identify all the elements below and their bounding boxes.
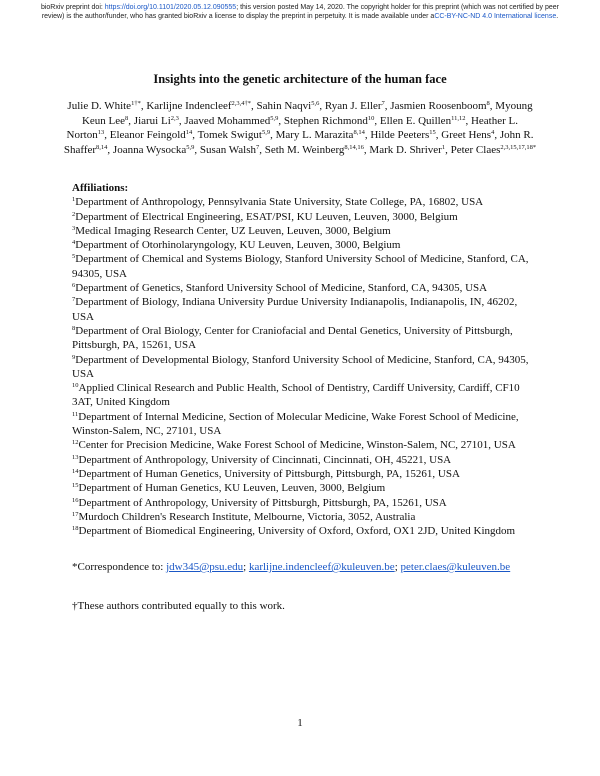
affiliation-number: 16 — [72, 496, 79, 504]
header-statement: ; this version posted May 14, 2020. The copyright holder for this preprint (which was not certified by peer review) is the author/funder, who has granted bioRxiv a license to display the preprint in perpetuity. It is made available under a — [41, 4, 560, 20]
author-affiliation-marker: 15 — [429, 129, 436, 137]
author — [441, 129, 494, 141]
author-affiliation-marker: 8,14,16 — [344, 143, 364, 151]
affiliation-item — [72, 410, 532, 439]
affiliation-item — [72, 381, 532, 410]
author-affiliation-marker: 14 — [185, 129, 193, 137]
author-affiliation-marker: 1†* — [131, 100, 141, 107]
author-affiliation-marker: 10 — [367, 114, 375, 122]
author-name: Myoung Keun Lee — [81, 100, 533, 127]
email-link[interactable]: jdw345@psu.edu — [166, 561, 244, 573]
author-affiliation-marker: 8 — [125, 114, 129, 122]
affiliation-text: Department of Anthropology, University of Pittsburgh, Pittsburgh, PA, 15261, USA — [78, 496, 447, 509]
author-name: Jasmien Roosenboom — [390, 100, 487, 112]
author-name: Jaaved Mohammed — [184, 114, 271, 127]
author — [134, 115, 179, 127]
affiliations-section — [72, 181, 532, 538]
affiliation-number: 10 — [72, 382, 79, 390]
affiliation-number: 8 — [72, 324, 76, 332]
author-affiliation-marker: 2,3 — [170, 114, 179, 122]
author-affiliation-marker: 11,12 — [451, 114, 466, 122]
preprint-header — [40, 4, 560, 21]
affiliation-number: 9 — [72, 353, 76, 361]
author — [380, 115, 466, 127]
affiliations-list — [72, 195, 532, 538]
affiliation-text: Department of Oral Biology, Center for Craniofacial and Dental Genetics, University of Pittsburgh, Pittsburgh, PA, 15261, USA — [72, 324, 513, 352]
author — [257, 100, 320, 112]
affiliation-item — [72, 481, 532, 495]
author-name: Mark D. Shriver — [369, 143, 442, 156]
affiliation-item — [72, 195, 532, 209]
author-name: Ellen E. Quillen — [379, 114, 452, 127]
header-prefix: bioRxiv preprint doi: — [40, 4, 105, 11]
author-name: John R. Shaffer — [63, 129, 534, 156]
author-affiliation-marker: 2,3,15,17,18* — [500, 143, 537, 151]
affiliation-item — [72, 438, 532, 452]
affiliation-text: Department of Biomedical Engineering, University of Oxford, Oxford, OX1 2JD, United Kingdom — [78, 525, 516, 538]
author-affiliation-marker: 5,9 — [261, 129, 271, 137]
author-name: Joanna Wysocka — [112, 143, 187, 156]
author — [451, 144, 537, 156]
email-separator: ; — [394, 561, 401, 573]
correspondence — [72, 560, 532, 574]
affiliation-number: 18 — [72, 525, 79, 533]
author-affiliation-marker: 7 — [255, 143, 260, 151]
author-affiliation-marker: 1 — [441, 143, 446, 151]
author — [325, 100, 385, 112]
author-name: Sahin Naqvi — [256, 100, 312, 112]
affiliation-text: Murdoch Children's Research Institute, Melbourne, Victoria, 3052, Australia — [78, 510, 416, 523]
affiliation-item — [72, 252, 532, 281]
affiliation-text: Department of Anthropology, Pennsylvania State University, State College, PA, 16802, USA — [75, 196, 484, 209]
affiliation-number: 17 — [72, 510, 79, 518]
affiliation-number: 13 — [72, 453, 79, 461]
affiliation-item — [72, 324, 532, 353]
author-affiliation-marker: 7 — [381, 100, 385, 107]
author — [113, 144, 195, 156]
page-number: 1 — [297, 717, 303, 729]
affiliation-text: Center for Precision Medicine, Wake Forest School of Medicine, Winston-Salem, NC, 27101, USA — [78, 439, 516, 452]
author-affiliation-marker: 5,9 — [186, 143, 195, 151]
author — [67, 100, 140, 112]
affiliation-item — [72, 238, 532, 252]
affiliation-text: Department of Internal Medicine, Section of Molecular Medicine, Wake Forest School of Medicine, Winston-Salem, NC, 27101, USA — [72, 410, 519, 438]
affiliation-item — [72, 224, 532, 238]
affiliation-text: Department of Genetics, Stanford University School of Medicine, Stanford, CA, 94305, USA — [75, 282, 488, 295]
author — [200, 144, 259, 156]
affiliation-item — [72, 295, 532, 324]
author — [276, 129, 365, 141]
author — [184, 115, 278, 127]
affiliation-text: Department of Human Genetics, KU Leuven, Leuven, 3000, Belgium — [78, 482, 386, 495]
author-affiliation-marker: 5,9 — [270, 114, 279, 122]
author-name: Eleanor Feingold — [109, 129, 186, 142]
affiliation-item — [72, 467, 532, 481]
author-name: Peter Claes — [450, 143, 501, 156]
affiliation-text: Applied Clinical Research and Public Health, School of Dentistry, Cardiff University, Cardiff, CF10 3AT, United Kingdom — [72, 382, 520, 409]
author-name: Heather L. Norton — [66, 114, 518, 142]
affiliation-item — [72, 496, 532, 510]
author-name: Julie D. White — [67, 100, 132, 112]
author-name: Hilde Peeters — [370, 129, 430, 142]
affiliation-number: 2 — [72, 210, 76, 218]
email-link[interactable]: peter.claes@kuleuven.be — [400, 561, 511, 573]
email-link[interactable]: karlijne.indencleef@kuleuven.be — [248, 561, 395, 573]
author-name: Susan Walsh — [199, 143, 256, 156]
email-separator: ; — [243, 561, 249, 573]
author-affiliation-marker: 5,6 — [311, 100, 320, 107]
affiliation-number: 1 — [72, 196, 76, 204]
author — [198, 129, 270, 141]
author-name: Ryan J. Eller — [324, 100, 382, 112]
affiliation-item — [72, 510, 532, 524]
author-name: Mary L. Marazita — [275, 129, 354, 142]
affiliation-number: 14 — [72, 467, 79, 475]
affiliations-heading: Affiliations: — [72, 182, 129, 194]
author-affiliation-marker: 4 — [491, 129, 495, 137]
author — [284, 115, 375, 127]
affiliation-item — [72, 453, 532, 467]
affiliation-number: 6 — [72, 282, 76, 290]
author — [390, 100, 490, 112]
author — [110, 129, 193, 141]
affiliation-number: 3 — [72, 224, 76, 232]
affiliation-number: 5 — [72, 253, 76, 261]
affiliation-number: 11 — [72, 410, 79, 418]
affiliation-item — [72, 353, 532, 382]
affiliation-item — [72, 210, 532, 224]
header-statement-end: . — [556, 12, 559, 20]
author-list: Julie D. White$^{1\dagger*}$, Karlijne Indencleef$^{2,3,4\dagger*}$, Sahin Naqvi$^{5,6}$, Ryan J. Eller$^7$, Jasmien Roosenboom$^8$, Myoung Keun Lee$^8$, Jiarui Li$^{2,3}$, Jaaved Mohammed$^{5,9}$, Stephen Richmond$^{10}$, Ellen E. Quillen$^{11,12}$, Heather L. Norton$^{13}$, Eleanor Feingold$^{14}$, Tomek Swigut$^{5,9}$, Mary L. Marazita$^{8,14}$, Hilde Peeters$^{15}$, Greet Hens$^4$, John R. Shaffer$^{8,14}$, Joanna Wysocka$^{5,9}$, Susan Walsh$^7$, Seth M. Weinberg$^{8,14,16}$, Mark D. Shriver$^1$, Peter Claes$^{2,3,15,17,18*}$ — [63, 100, 537, 156]
author — [370, 129, 435, 141]
author-name: Stephen Richmond — [283, 114, 368, 127]
author-affiliation-marker: 8,14 — [96, 143, 108, 151]
correspondence-label: *Correspondence to: — [72, 561, 167, 573]
affiliation-text: Department of Otorhinolaryngology, KU Leuven, Leuven, 3000, Belgium — [75, 239, 401, 252]
author — [146, 100, 251, 112]
equal-contribution-note: †These authors contributed equally to this work. — [72, 600, 285, 612]
doi-link[interactable]: https://doi.org/10.1101/2020.05.12.090555 — [104, 4, 237, 11]
affiliation-item — [72, 281, 532, 295]
author-affiliation-marker: 8 — [486, 100, 490, 107]
affiliation-item — [72, 524, 532, 538]
author — [265, 144, 364, 156]
affiliation-number: 4 — [72, 239, 76, 247]
author-name: Karlijne Indencleef — [146, 100, 232, 112]
affiliation-number: 7 — [72, 296, 76, 304]
author-name: Jiarui Li — [133, 114, 171, 127]
license-link[interactable]: CC-BY-NC-ND 4.0 International license — [434, 12, 557, 20]
author-name: Tomek Swigut — [197, 129, 262, 142]
author-name: Seth M. Weinberg — [264, 143, 345, 156]
author-affiliation-marker: 13 — [97, 129, 105, 137]
author-affiliation-marker: 8,14 — [353, 129, 365, 137]
affiliation-text: Department of Human Genetics, University of Pittsburgh, Pittsburgh, PA, 15261, USA — [78, 467, 460, 480]
affiliation-text: Medical Imaging Research Center, UZ Leuven, Leuven, 3000, Belgium — [75, 224, 391, 237]
paper-title: Insights into the genetic architecture of the human face — [153, 72, 447, 86]
affiliation-text: Department of Chemical and Systems Biology, Stanford University School of Medicine, Stanford, CA, 94305, USA — [72, 253, 529, 280]
affiliation-text: Department of Anthropology, University of Cincinnati, Cincinnati, OH, 45221, USA — [78, 453, 452, 466]
affiliation-text: Department of Developmental Biology, Stanford University School of Medicine, Stanford, CA, 94305, USA — [72, 353, 529, 380]
author-affiliation-marker: 2,3,4†* — [231, 100, 252, 107]
affiliation-text: Department of Electrical Engineering, ESAT/PSI, KU Leuven, Leuven, 3000, Belgium — [75, 210, 458, 223]
affiliation-text: Department of Biology, Indiana University Purdue University Indianapolis, Indianapolis, IN, 46202, USA — [72, 296, 518, 323]
author — [369, 144, 445, 156]
affiliation-number: 15 — [72, 482, 79, 490]
author-name: Greet Hens — [441, 129, 492, 142]
affiliation-number: 12 — [72, 439, 79, 447]
